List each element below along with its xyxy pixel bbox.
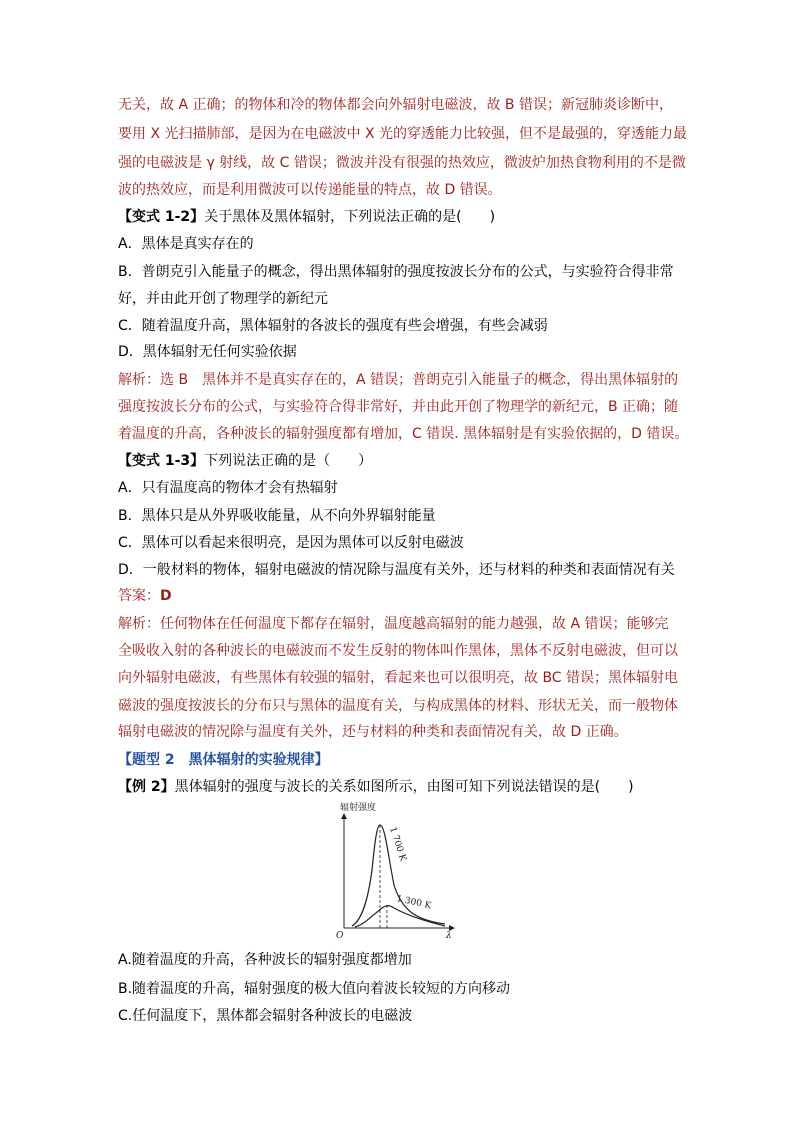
answer-label: 答案： bbox=[118, 588, 160, 604]
origin-label: O bbox=[336, 931, 344, 940]
label-1300k: 1 300 K bbox=[395, 894, 433, 912]
question-1-3-analysis-line-5: 辐射电磁波的情况除与温度有关外，还与材料的种类和表面情况有关，故 D 正确。 bbox=[118, 724, 628, 740]
question-1-3-answer bbox=[118, 586, 172, 606]
question-1-2-analysis-line-2: 强度按波长分布的公式，与实验符合得非常好，并由此开创了物理学的新纪元，B 正确；随 bbox=[118, 399, 679, 415]
prev-explanation-line-4: 波的热效应，而是利用微波可以传递能量的特点，故 D 错误。 bbox=[118, 182, 502, 198]
question-1-2-option-b-line-1: B．普朗克引入能量子的概念，得出黑体辐射的强度按波长分布的公式，与实验符合得非常 bbox=[118, 264, 674, 280]
example-2-tag: 【例 2】 bbox=[118, 779, 175, 795]
question-1-2-stem bbox=[118, 207, 495, 227]
question-1-3-analysis-line-1: 解析：任何物体在任何温度下都存在辐射，温度越高辐射的能力越强，故 A 错误；能够完 bbox=[118, 616, 669, 632]
question-1-3-option-c: C．黑体可以看起来很明亮，是因为黑体可以反射电磁波 bbox=[118, 535, 464, 551]
question-1-2-analysis-line-3: 着温度的升高，各种波长的辐射强度都有增加，C 错误. 黑体辐射是有实验依据的，D 错误。 bbox=[118, 426, 689, 442]
y-axis-label: 辐射强度 bbox=[340, 803, 377, 813]
prev-explanation-line-3: 强的电磁波是 γ 射线，故 C 错误；微波并没有很强的热效应，微波炉加热食物利用的不是微 bbox=[118, 155, 686, 171]
prev-explanation-line-1: 无关，故 A 正确；的物体和冷的物体都会向外辐射电磁波，故 B 错误；新冠肺炎诊断中， bbox=[118, 97, 673, 113]
question-1-3-stem bbox=[118, 451, 372, 471]
example-2-option-a: A.随着温度的升高，各种波长的辐射强度都增加 bbox=[118, 952, 412, 968]
question-1-3-option-b: B．黑体只是从外界吸收能量，从不向外界辐射能量 bbox=[118, 508, 436, 524]
x-axis-label: λ bbox=[446, 931, 452, 940]
question-1-2-tag: 【变式 1-2】 bbox=[118, 209, 205, 225]
answer-value: D bbox=[160, 588, 172, 604]
label-1700k: 1 700 K bbox=[387, 825, 408, 863]
blackbody-figure bbox=[330, 800, 470, 940]
question-1-3-analysis-line-3: 向外辐射电磁波，有些黑体有较强的辐射，看起来也可以很明亮，故 BC 错误；黑体辐射电 bbox=[118, 670, 679, 686]
question-1-2-text: 关于黑体及黑体辐射，下列说法正确的是( ) bbox=[204, 209, 496, 225]
curve-1300k bbox=[355, 906, 445, 927]
question-1-2-option-d: D．黑体辐射无任何实验依据 bbox=[118, 344, 297, 360]
question-1-3-option-d: D．一般材料的物体，辐射电磁波的情况除与温度有关外，还与材料的种类和表面情况有关 bbox=[118, 562, 675, 578]
question-1-3-tag: 【变式 1-3】 bbox=[118, 453, 205, 469]
example-2-option-b: B.随着温度的升高，辐射强度的极大值向着波长较短的方向移动 bbox=[118, 981, 511, 997]
question-1-2-option-b-line-2: 好，并由此开创了物理学的新纪元 bbox=[118, 291, 328, 307]
example-2-text: 黑体辐射的强度与波长的关系如图所示，由图可知下列说法错误的是( ) bbox=[174, 779, 634, 795]
question-1-3-option-a: A．只有温度高的物体才会有热辐射 bbox=[118, 480, 338, 496]
question-1-3-text: 下列说法正确的是（ ） bbox=[204, 453, 373, 469]
prev-explanation-line-2: 要用 X 光扫描肺部，是因为在电磁波中 X 光的穿透能力比较强，但不是最强的，穿透能力最 bbox=[118, 126, 687, 142]
example-2-option-c: C.任何温度下，黑体都会辐射各种波长的电磁波 bbox=[118, 1008, 413, 1024]
question-1-3-analysis-line-4: 磁波的强度按波长的分布只与黑体的温度有关，与构成黑体的材料、形状无关，而一般物体 bbox=[118, 698, 678, 714]
example-2-stem bbox=[118, 777, 634, 797]
question-1-2-analysis-line-1: 解析：选 B 黑体并不是真实存在的，A 错误；普朗克引入能量子的概念，得出黑体辐射的 bbox=[118, 372, 679, 388]
section-title: 【题型 2 黑体辐射的实验规律】 bbox=[118, 752, 329, 768]
question-1-3-analysis-line-2: 全吸收入射的各种波长的电磁波而不发生反射的物体叫作黑体，黑体不反射电磁波，但可以 bbox=[118, 643, 678, 659]
question-1-2-option-a: A．黑体是真实存在的 bbox=[118, 236, 254, 252]
question-1-2-option-c: C．随着温度升高，黑体辐射的各波长的强度有些会增强，有些会减弱 bbox=[118, 318, 548, 334]
